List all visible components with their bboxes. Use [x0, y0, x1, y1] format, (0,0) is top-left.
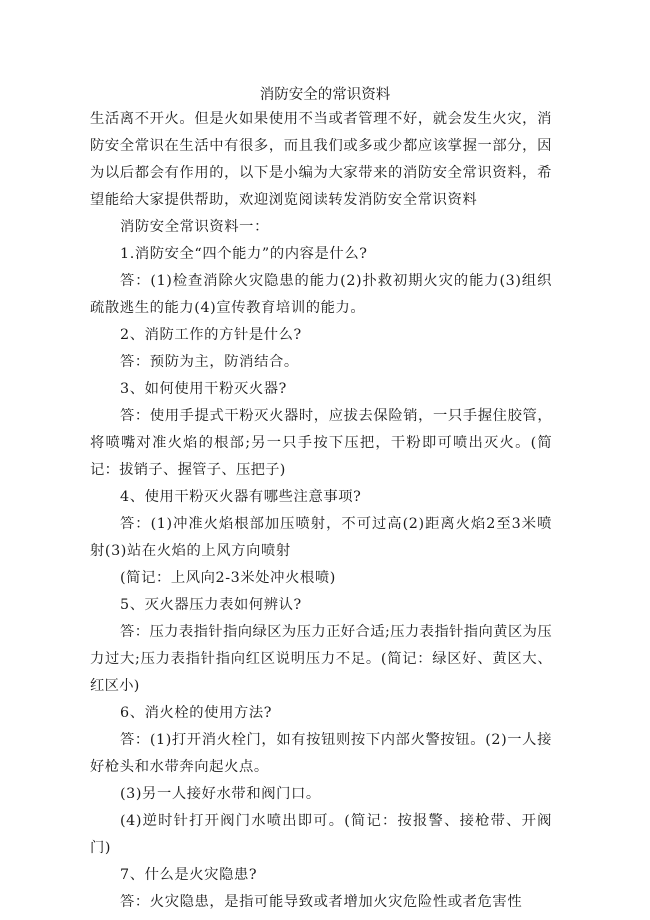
answer-6-step-4: (4)逆时针打开阀门水喷出即可。(简记：按报警、接枪带、开阀门) [90, 813, 552, 856]
answer-4: 答：(1)冲准火焰根部加压喷射，不可过高(2)距离火焰2至3米喷射(3)站在火焰的上风方向喷射 [90, 516, 552, 559]
document-title: 消防安全的常识资料 [259, 87, 391, 103]
question-4: 4、使用干粉灭火器有哪些注意事项? [120, 489, 362, 505]
section-heading: 消防安全常识资料一： [120, 219, 269, 235]
answer-1: 答：(1)检查消除火灾隐患的能力(2)扑救初期火灾的能力(3)组织疏散逃生的能力(4)宣传教育培训的能力。 [90, 273, 552, 316]
answer-5: 答：压力表指针指向绿区为压力正好合适;压力表指针指向黄区为压力过大;压力表指针指向红区说明压力不足。(简记：绿区好、黄区大、红区小) [90, 624, 552, 694]
answer-4-note: (简记：上风向2-3米处冲火根喷) [120, 570, 336, 586]
answer-7: 答：火灾隐患，是指可能导致或者增加火灾危险性或者危害性 [120, 894, 523, 910]
answer-6-step-1-2: 答：(1)打开消火栓门，如有按钮则按下内部火警按钮。(2)一人接好枪头和水带奔向起火点。 [90, 732, 552, 775]
question-5: 5、灭火器压力表如何辨认? [120, 597, 302, 613]
question-3: 3、如何使用干粉灭火器? [120, 381, 287, 397]
answer-3: 答：使用手提式干粉灭火器时，应拔去保险销，一只手握住胶管，将喷嘴对准火焰的根部;另一只手按下压把，干粉即可喷出灭火。(简记：拔销子、握管子、压把子) [90, 408, 552, 478]
intro-paragraph: 生活离不开火。但是火如果使用不当或者管理不好，就会发生火灾，消防安全常识在生活中有很多，而且我们或多或少都应该掌握一部分，因为以后都会有作用的，以下是小编为大家带来的消防安全常识资料，希望能给大家提供帮助，欢迎浏览阅读转发消防安全常识资料 [90, 111, 552, 208]
answer-2: 答：预防为主，防消结合。 [120, 354, 299, 370]
question-7: 7、什么是火灾隐患? [120, 867, 258, 883]
question-6: 6、消火栓的使用方法? [120, 705, 273, 721]
document-body [90, 106, 552, 916]
answer-6-step-3: (3)另一人接好水带和阀门口。 [120, 786, 321, 802]
question-2: 2、消防工作的方针是什么? [120, 327, 302, 343]
question-1: 1.消防安全“四个能力”的内容是什么? [120, 246, 368, 262]
